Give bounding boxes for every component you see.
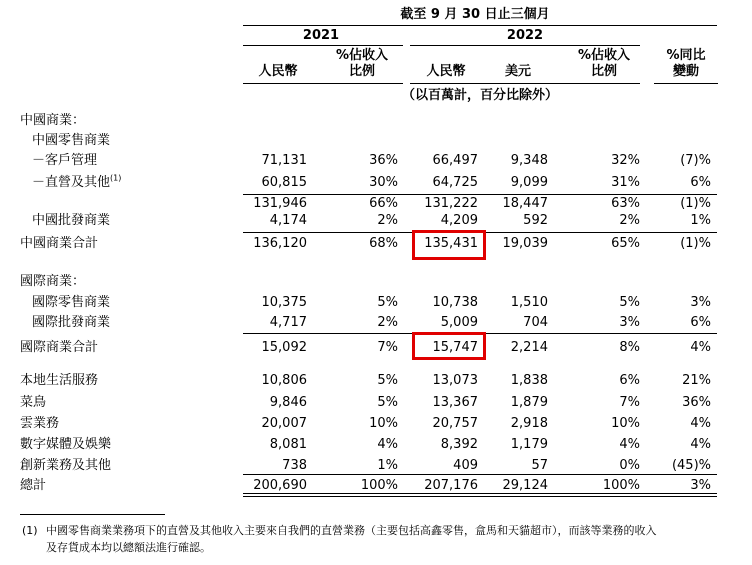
col-usd-2022: 美元 bbox=[504, 64, 531, 79]
cell-value: 60,815 bbox=[261, 175, 307, 190]
cell-value: 71,131 bbox=[261, 153, 307, 168]
cell-value: 66% bbox=[369, 196, 398, 211]
cell-value: 131,946 bbox=[253, 196, 307, 211]
cell-value: 7% bbox=[377, 340, 398, 355]
cell-value: 2,214 bbox=[510, 340, 548, 355]
cell-value: 4% bbox=[690, 437, 711, 452]
cell-value: 10% bbox=[369, 416, 398, 431]
cell-value: 13,073 bbox=[432, 373, 478, 388]
cell-value: 21% bbox=[682, 373, 711, 388]
cell-value: 131,222 bbox=[424, 196, 478, 211]
row-label: 本地生活服務 bbox=[20, 373, 99, 388]
col-rule-2021 bbox=[243, 83, 403, 84]
col-rule-2022 bbox=[410, 83, 640, 84]
cell-value: 10,375 bbox=[261, 295, 307, 310]
row-label: 國際批發商業 bbox=[32, 315, 111, 330]
header-rule bbox=[243, 25, 717, 26]
cell-value: 7% bbox=[619, 395, 640, 410]
row-label: 創新業務及其他 bbox=[20, 458, 112, 473]
cell-value: 36% bbox=[369, 153, 398, 168]
col-pct-2021-l2: 比例 bbox=[348, 64, 375, 79]
cell-value: 9,846 bbox=[269, 395, 307, 410]
cell-value: 57 bbox=[531, 458, 548, 473]
cell-value: (1)% bbox=[680, 236, 711, 251]
cell-value: 10,738 bbox=[432, 295, 478, 310]
footnote-marker: (1) bbox=[22, 524, 38, 537]
period-header: 截至 9 月 30 日止三個月 bbox=[400, 7, 550, 22]
col-yoy-l1: %同比 bbox=[666, 48, 706, 63]
row-label: 雲業務 bbox=[20, 416, 60, 431]
cell-value: 738 bbox=[282, 458, 307, 473]
cell-value: 68% bbox=[369, 236, 398, 251]
cell-value: 9,099 bbox=[510, 175, 548, 190]
cell-value: 8,081 bbox=[269, 437, 307, 452]
row-label: 國際商業： bbox=[20, 274, 86, 289]
row-label: 中國零售商業 bbox=[32, 133, 111, 148]
cell-value: 5% bbox=[377, 373, 398, 388]
cell-value: 65% bbox=[611, 236, 640, 251]
highlight-box-intl-total bbox=[412, 332, 486, 360]
cell-value: 32% bbox=[611, 153, 640, 168]
row-label: 中國商業： bbox=[20, 113, 86, 128]
row-label: 菜鳥 bbox=[20, 395, 47, 410]
cell-value: 15,092 bbox=[261, 340, 307, 355]
cell-value: 6% bbox=[690, 175, 711, 190]
cell-value: 5,009 bbox=[440, 315, 478, 330]
row-label: －客戶管理 bbox=[32, 153, 98, 168]
col-rmb-2021: 人民幣 bbox=[258, 64, 298, 79]
cell-value: 36% bbox=[682, 395, 711, 410]
cell-value: 0% bbox=[619, 458, 640, 473]
cell-value: 4% bbox=[377, 437, 398, 452]
footnote-ref: (1) bbox=[110, 173, 122, 183]
cell-value: (7)% bbox=[680, 153, 711, 168]
cell-value: 1% bbox=[377, 458, 398, 473]
cell-value: 704 bbox=[523, 315, 548, 330]
cell-value: 4,174 bbox=[269, 213, 307, 228]
cell-value: 3% bbox=[619, 315, 640, 330]
col-pct-2021-l1: %佔收入 bbox=[335, 48, 389, 63]
cell-value: 4% bbox=[690, 416, 711, 431]
col-yoy-l2: 變動 bbox=[672, 64, 699, 79]
cell-value: 19,039 bbox=[502, 236, 548, 251]
cell-value: 2% bbox=[377, 315, 398, 330]
cell-value: 13,367 bbox=[432, 395, 478, 410]
cell-value: 66,497 bbox=[432, 153, 478, 168]
cell-value: 30% bbox=[369, 175, 398, 190]
cell-value: 9,348 bbox=[510, 153, 548, 168]
year-2022-header: 2022 bbox=[506, 28, 544, 43]
row-label: 國際商業合計 bbox=[20, 340, 99, 355]
unit-note: （以百萬計，百分比除外） bbox=[401, 88, 558, 103]
cell-value: (1)% bbox=[680, 196, 711, 211]
cell-value: 135,431 bbox=[424, 236, 478, 251]
row-label: 國際零售商業 bbox=[32, 295, 111, 310]
cell-value: 136,120 bbox=[253, 236, 307, 251]
cell-value: 409 bbox=[453, 458, 478, 473]
cell-value: 2% bbox=[619, 213, 640, 228]
cell-value: 4,717 bbox=[269, 315, 307, 330]
cell-value: 1,879 bbox=[510, 395, 548, 410]
cell-value: 6% bbox=[619, 373, 640, 388]
year-2022-rule bbox=[410, 45, 640, 46]
highlight-box-china-total bbox=[412, 230, 486, 260]
cell-value: (45)% bbox=[671, 458, 711, 473]
cell-value: 20,007 bbox=[261, 416, 307, 431]
cell-value: 4% bbox=[690, 340, 711, 355]
cell-value: 207,176 bbox=[424, 478, 478, 493]
cell-value: 20,757 bbox=[432, 416, 478, 431]
footnote-rule bbox=[20, 514, 165, 515]
col-rmb-2022: 人民幣 bbox=[426, 64, 466, 79]
cell-value: 200,690 bbox=[253, 478, 307, 493]
cell-value: 592 bbox=[523, 213, 548, 228]
cell-value: 2,918 bbox=[510, 416, 548, 431]
cell-value: 3% bbox=[690, 478, 711, 493]
cell-value: 2% bbox=[377, 213, 398, 228]
cell-value: 1,838 bbox=[510, 373, 548, 388]
grand-total-rule bbox=[243, 474, 717, 475]
cell-value: 1% bbox=[690, 213, 711, 228]
cell-value: 100% bbox=[602, 478, 640, 493]
cell-value: 64,725 bbox=[432, 175, 478, 190]
cell-value: 29,124 bbox=[502, 478, 548, 493]
col-pct-2022-l1: %佔收入 bbox=[577, 48, 631, 63]
grand-total-double-rule bbox=[243, 493, 717, 497]
cell-value: 4% bbox=[619, 437, 640, 452]
row-label: －直營及其他$^{(1)}$ bbox=[32, 173, 122, 190]
cell-value: 5% bbox=[619, 295, 640, 310]
cell-value: 8,392 bbox=[440, 437, 478, 452]
row-label: 數字媒體及娛樂 bbox=[20, 437, 112, 452]
cell-value: 18,447 bbox=[502, 196, 548, 211]
cell-value: 63% bbox=[611, 196, 640, 211]
row-label: 總計 bbox=[20, 478, 47, 493]
col-rule-yoy bbox=[654, 83, 718, 84]
footnote-line-2: 及存貨成本均以總額法進行確認。 bbox=[46, 541, 211, 554]
cell-value: 100% bbox=[360, 478, 398, 493]
row-label: 中國批發商業 bbox=[32, 213, 111, 228]
cell-value: 31% bbox=[611, 175, 640, 190]
year-2021-rule bbox=[243, 45, 403, 46]
cell-value: 10% bbox=[611, 416, 640, 431]
subtotal-rule bbox=[243, 194, 717, 195]
cell-value: 5% bbox=[377, 295, 398, 310]
cell-value: 4,209 bbox=[440, 213, 478, 228]
cell-value: 3% bbox=[690, 295, 711, 310]
year-2021-header: 2021 bbox=[302, 28, 340, 43]
row-label: 中國商業合計 bbox=[20, 236, 99, 251]
cell-value: 1,179 bbox=[510, 437, 548, 452]
cell-value: 8% bbox=[619, 340, 640, 355]
cell-value: 10,806 bbox=[261, 373, 307, 388]
cell-value: 1,510 bbox=[510, 295, 548, 310]
cell-value: 15,747 bbox=[432, 340, 478, 355]
col-pct-2022-l2: 比例 bbox=[590, 64, 617, 79]
cell-value: 5% bbox=[377, 395, 398, 410]
footnote-line-1: 中國零售商業業務項下的直營及其他收入主要來自我們的直營業務（主要包括高鑫零售，盒馬和天貓超市），而該等業務的收入 bbox=[46, 524, 657, 537]
cell-value: 6% bbox=[690, 315, 711, 330]
